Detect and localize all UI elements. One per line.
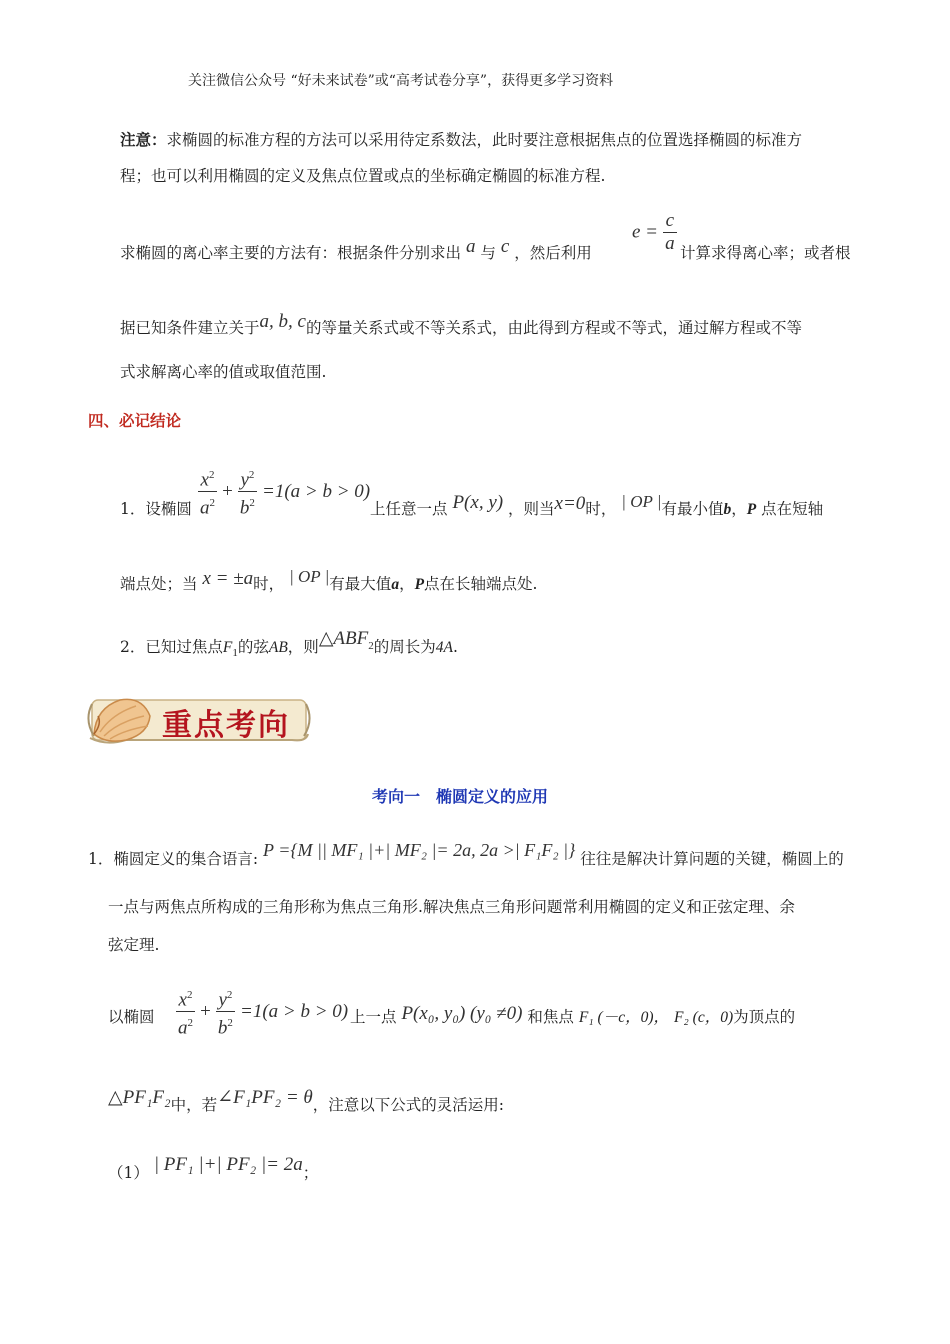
ecc-text-1a: 求椭圆的离心率主要的方法有：根据条件分别求出 [120, 244, 462, 262]
c1-max: 有最大值 [329, 575, 392, 593]
note-label: 注意： [120, 130, 167, 149]
p2-d: 为顶点的 [733, 1008, 796, 1026]
fraction-c-over-a [663, 210, 677, 255]
fx-den: a [200, 497, 210, 519]
c1-line-2 [120, 567, 538, 595]
math-c: c [500, 236, 510, 257]
p2-e: 中，若 [170, 1096, 218, 1114]
frac-x2-a2: $\frac{x^2}{a^2}$ [200, 469, 215, 519]
c2-end: . [452, 638, 458, 656]
p2-line-1 [350, 1003, 796, 1028]
p2-point: P(x₀, y₀) (y₀ ≠0) [401, 1003, 523, 1024]
c2-per: 的周长为 [373, 638, 436, 656]
abs-OP: | OP | [621, 492, 662, 511]
fx-num: x [200, 469, 209, 491]
def-line-3: 弦定理. [108, 936, 160, 954]
p2-c: 和焦点 [527, 1008, 574, 1026]
var-AB: AB [268, 639, 288, 656]
p2-line-2 [108, 1087, 504, 1115]
def-l1b: 往往是解决计算问题的关键，椭圆上的 [580, 850, 844, 868]
ecc-formula [632, 210, 677, 255]
c2-then: ，则 [287, 638, 319, 656]
c1-short: 点在短轴 [761, 500, 824, 518]
ellipse-condition: =1(a > b > 0) [262, 480, 371, 502]
p2-ellipse-equation: $\frac{x^2}{a^2}$ + $\frac{y^2}{b^2}$ =1(a > b > 0) [176, 984, 348, 1040]
direction-1-title: 考向一 椭圆定义的应用 [372, 787, 549, 806]
var-F1: $F_1$ [222, 639, 238, 660]
var-a: a [391, 576, 400, 593]
math-a: a [465, 236, 476, 257]
ecc-text-1c: 计算求得离心率；或者根 [680, 244, 851, 262]
c1-long: 点在长轴端点处. [424, 575, 538, 593]
note-line-2: 程；也可以利用椭圆的定义及焦点位置或点的坐标确定椭圆的标准方程. [120, 167, 606, 185]
ecc-text-2a: 据已知条件建立关于 [120, 319, 260, 337]
p2-b: 上一点 [350, 1008, 397, 1026]
p2-text-a: 以椭圆 [108, 1008, 155, 1026]
frac-y2-b2: $\frac{y^2}{b^2}$ [239, 469, 255, 519]
set-language-formula: P ={M || MF₁ |+| MF₂ |= 2a, 2a >| F₁F₂ |} [263, 840, 576, 860]
point-P: P(x, y) [452, 492, 504, 513]
var-P-2: P [414, 576, 425, 593]
p2-F1: F₁ (－c，0)， [578, 1009, 669, 1026]
formula-1-end: ； [302, 1164, 319, 1182]
c1-min: 有最小值 [661, 500, 724, 518]
c1-comma: ， [731, 500, 747, 518]
plus-sign: + [222, 480, 233, 502]
p2-frac-x: $\frac{x^2}{a^2}$ [178, 989, 193, 1039]
def-line-2: 一点与两焦点所构成的三角形称为焦点三角形.解决焦点三角形问题常利用椭圆的定义和正弦定理、余 [108, 898, 795, 916]
math-x-pm-a: x = ±a [202, 568, 254, 589]
p2-f: ，注意以下公式的灵活运用: [312, 1096, 504, 1114]
c1-l2a: 端点处；当 [120, 575, 198, 593]
def-line-1 [88, 840, 844, 869]
triangle-PF1F2: △PF₁F₂ [108, 1087, 171, 1108]
ecc-text-yu: 与 [480, 244, 496, 262]
c2-val: 4A [435, 639, 453, 656]
c1-l2b: 时， [253, 575, 285, 593]
ecc-text-2b: 的等量关系式或不等关系式，由此得到方程或不等式，通过解方程或不等 [305, 319, 802, 337]
c2-chord: 的弦 [237, 638, 269, 656]
fy-num: y [240, 469, 249, 491]
def-l1a: 1．椭圆定义的集合语言: [88, 850, 259, 868]
formula-1-label: （1） [108, 1164, 149, 1182]
var-b: b [723, 501, 732, 518]
note-line-1 [120, 130, 802, 150]
c2-prefix: 2．已知过焦点 [120, 638, 223, 656]
fy-den: b [239, 497, 250, 519]
e-equals: e = [632, 221, 659, 243]
frac-num: c [665, 210, 675, 231]
var-P: P [746, 501, 757, 518]
frac-den: a [665, 233, 675, 254]
formula-1 [108, 1154, 319, 1183]
triangle-ABF2: $\triangle ABF_2$ [318, 628, 374, 652]
formula-1-expr: | PF₁ |+| PF₂ |= 2a [153, 1154, 303, 1175]
abs-OP-2: | OP | [289, 567, 330, 586]
c1-comma2: ， [399, 575, 415, 593]
p2-frac-y: $\frac{y^2}{b^2}$ [217, 989, 233, 1039]
c1-ellipse-equation [198, 464, 370, 520]
ecc-line-3: 式求解离心率的值或取值范围. [120, 363, 327, 381]
ecc-text-1b: ，然后利用 [514, 244, 592, 262]
angle-F1PF2: ∠F₁PF₂ = θ [217, 1087, 313, 1108]
ecc-line-1 [120, 236, 592, 263]
banner-title: 重点考向 [162, 708, 290, 743]
section-title-4: 四、必记结论 [88, 411, 182, 430]
header-notice: 关注微信公众号 “好未来试卷”或“高考试卷分享”，获得更多学习资料 [188, 73, 614, 89]
c2-line [120, 628, 458, 664]
c1-line-1 [370, 492, 824, 520]
c1-prefix: 1．设椭圆 [120, 500, 192, 518]
ecc-line-2 [120, 311, 802, 338]
shell-icon [90, 694, 154, 748]
p2-F2: F₂ (c，0) [673, 1009, 734, 1026]
note-text-1: 求椭圆的标准方程的方法可以采用待定系数法，此时要注意根据焦点的位置选择椭圆的标准方 [166, 131, 803, 149]
p2-condition: =1(a > b > 0) [240, 1000, 349, 1022]
math-abc: a, b, c [259, 311, 306, 332]
c1-mid: 上任意一点 [370, 500, 448, 518]
c1-when: 时， [585, 500, 617, 518]
c1-then: ，则当 [508, 500, 555, 518]
key-directions-banner [86, 690, 312, 748]
math-x-eq-0: x=0 [554, 493, 586, 514]
